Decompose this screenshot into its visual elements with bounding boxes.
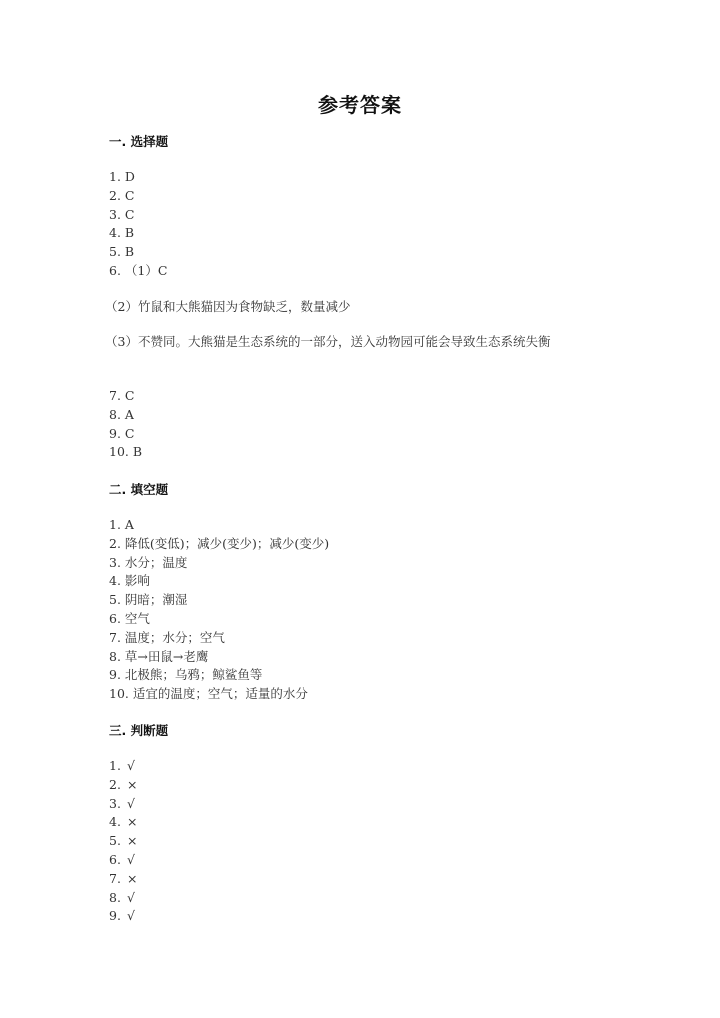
page-title: 参考答案 [318, 93, 402, 117]
answer-item [109, 851, 137, 870]
item-number: 9. [109, 908, 121, 924]
answer-item: 2. 降低(变低)；减少(变少)；减少(变少) [109, 535, 330, 551]
cross-icon: × [126, 776, 138, 792]
answer-item: 8. 草→田鼠→老鹰 [109, 648, 209, 664]
answer-item: 6. （1）C [109, 262, 168, 278]
answer-item: 5. 阴暗；潮湿 [109, 592, 188, 608]
check-icon: √ [126, 758, 135, 773]
answer-item [109, 757, 137, 776]
section-heading-fill-in-blank: 二. 填空题 [109, 482, 169, 497]
answer-item [109, 776, 137, 795]
cross-icon: × [126, 870, 138, 886]
multiple-choice-list-part2 [109, 387, 142, 462]
answer-item: 2. C [109, 187, 135, 203]
answer-item: 5. B [109, 244, 135, 260]
item-number: 1. [109, 758, 121, 773]
item-number: 4. [109, 814, 121, 830]
answer-item: 3. 水分；温度 [109, 554, 188, 570]
true-false-list [109, 757, 137, 926]
cross-icon: × [126, 814, 138, 830]
answer-item [109, 813, 137, 832]
answer-item: 8. A [109, 406, 134, 422]
item-number: 7. [109, 870, 121, 886]
item-number: 6. [109, 851, 121, 867]
sub-answer-2: （2）竹鼠和大熊猫因为食物缺乏，数量减少 [105, 299, 351, 314]
item-number: 2. [109, 776, 121, 792]
check-icon: √ [126, 908, 135, 924]
cross-icon: × [126, 833, 138, 849]
answer-item: 7. C [109, 388, 135, 403]
check-icon: √ [126, 795, 135, 811]
answer-item: 6. 空气 [109, 610, 150, 626]
answer-item: 9. 北极熊；乌鸦；鲸鲨鱼等 [109, 667, 263, 683]
answer-item: 10. 适宜的温度；空气；适量的水分 [109, 686, 308, 702]
section-heading-true-false: 三. 判断题 [109, 723, 169, 738]
answer-item: 3. C [109, 206, 135, 222]
answer-item [109, 832, 137, 851]
answer-item [109, 870, 137, 889]
answer-item: 4. B [109, 225, 135, 241]
answer-item [109, 795, 137, 814]
sub-answer-3: （3）不赞同。大熊猫是生态系统的一部分，送入动物园可能会导致生态系统失衡 [105, 334, 551, 349]
item-number: 5. [109, 833, 121, 849]
check-icon: √ [126, 851, 135, 867]
answer-item [109, 907, 137, 926]
item-number: 8. [109, 889, 121, 905]
multiple-choice-list-part1 [109, 168, 167, 281]
answer-item: 9. C [109, 425, 135, 441]
answer-item: 1. A [109, 517, 134, 532]
answer-item: 1. D [109, 169, 135, 184]
section-heading-multiple-choice: 一. 选择题 [109, 134, 169, 149]
item-number: 3. [109, 795, 121, 811]
answer-item [109, 889, 137, 908]
check-icon: √ [126, 889, 135, 905]
answer-item: 7. 温度；水分；空气 [109, 629, 225, 645]
answer-item: 10. B [109, 444, 143, 460]
fill-in-blank-list [109, 516, 329, 704]
answer-item: 4. 影响 [109, 573, 150, 589]
